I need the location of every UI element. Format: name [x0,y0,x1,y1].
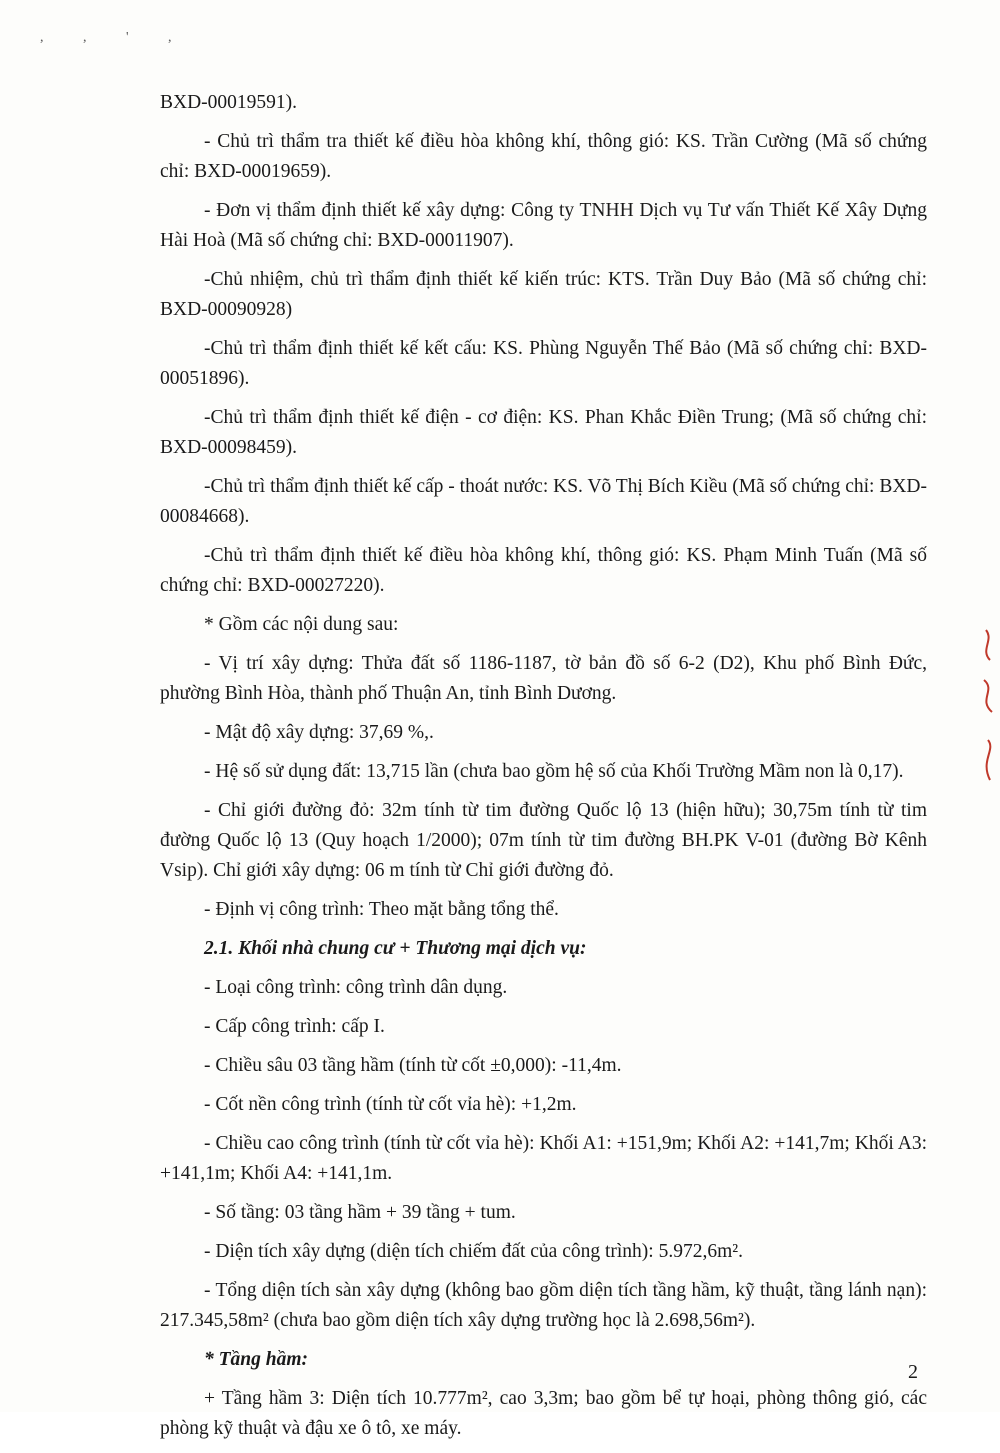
paragraph: - Chủ trì thẩm tra thiết kế điều hòa không khí, thông gió: KS. Trần Cường (Mã số chứng chỉ: BXD-00019659). [160,131,927,182]
paragraph: - Loại công trình: công trình dân dụng. [204,977,508,998]
paragraph: - Chỉ giới đường đỏ: 32m tính từ tim đường Quốc lộ 13 (hiện hữu); 30,75m tính từ tim đường Quốc lộ 13 (Quy hoạch 1/2000); 07m tính từ tim đường BH.PK V-01 (đường Bờ Kênh Vsip). Chỉ giới xây dựng: 06 m tính từ Chỉ giới đường đỏ. [160,800,927,881]
paragraph: -Chủ trì thẩm định thiết kế điều hòa không khí, thông gió: KS. Phạm Minh Tuấn (Mã số chứng chỉ: BXD-00027220). [160,545,927,596]
paragraph: -Chủ trì thẩm định thiết kế điện - cơ điện: KS. Phan Khắc Điền Trung; (Mã số chứng chỉ: BXD-00098459). [160,407,927,458]
paragraph: - Định vị công trình: Theo mặt bằng tổng thể. [204,899,559,920]
document-body [160,88,927,1453]
paragraph: - Tổng diện tích sàn xây dựng (không bao gồm diện tích tầng hầm, kỹ thuật, tầng lánh nạn): 217.345,58m² (chưa bao gồm diện tích xây dựng trường học là 2.698,56m²). [160,1280,927,1331]
paragraph: -Chủ trì thẩm định thiết kế cấp - thoát nước: KS. Võ Thị Bích Kiều (Mã số chứng chỉ: BXD-00084668). [160,476,927,527]
paragraph: - Diện tích xây dựng (diện tích chiếm đất của công trình): 5.972,6m². [204,1241,743,1262]
paragraph: - Đơn vị thẩm định thiết kế xây dựng: Công ty TNHH Dịch vụ Tư vấn Thiết Kế Xây Dựng Hài Hoà (Mã số chứng chỉ: BXD-00011907). [160,200,927,251]
section-heading: * Tầng hầm: [204,1349,309,1370]
paragraph: + Tầng hầm 3: Diện tích 10.777m², cao 3,3m; bao gồm bể tự hoại, phòng thông gió, các phòng kỹ thuật và đậu xe ô tô, xe máy. [160,1388,927,1439]
paragraph: BXD-00019591). [160,92,298,113]
paragraph: - Chiều cao công trình (tính từ cốt vỉa hè): Khối A1: +151,9m; Khối A2: +141,7m; Khối A3: +141,1m; Khối A4: +141,1m. [160,1133,927,1184]
paragraph: - Cấp công trình: cấp I. [204,1016,385,1037]
paragraph: -Chủ nhiệm, chủ trì thẩm định thiết kế kiến trúc: KTS. Trần Duy Bảo (Mã số chứng chỉ: BXD-00090928) [160,269,927,320]
paragraph: -Chủ trì thẩm định thiết kế kết cấu: KS. Phùng Nguyễn Thế Bảo (Mã số chứng chỉ: BXD-00051896). [160,338,927,389]
paragraph: - Hệ số sử dụng đất: 13,715 lần (chưa bao gồm hệ số của Khối Trường Mầm non là 0,17). [204,761,904,782]
section-heading: 2.1. Khối nhà chung cư + Thương mại dịch vụ: [204,938,587,959]
paragraph: * Gồm các nội dung sau: [204,614,399,635]
page-number: 2 [908,1361,918,1383]
paragraph: - Số tầng: 03 tầng hầm + 39 tầng + tum. [204,1202,516,1223]
stamp-edge-mark [974,620,1000,800]
paragraph: - Cốt nền công trình (tính từ cốt vỉa hè): +1,2m. [204,1094,577,1115]
paragraph: - Mật độ xây dựng: 37,69 %,. [204,722,434,743]
paragraph: - Vị trí xây dựng: Thửa đất số 1186-1187, tờ bản đồ số 6-2 (D2), Khu phố Bình Đức, phường Bình Hòa, thành phố Thuận An, tỉnh Bình Dương. [160,653,927,704]
paragraph: - Chiều sâu 03 tầng hầm (tính từ cốt ±0,000): -11,4m. [204,1055,622,1076]
scan-artifact-marks: , , ' , [40,30,190,45]
